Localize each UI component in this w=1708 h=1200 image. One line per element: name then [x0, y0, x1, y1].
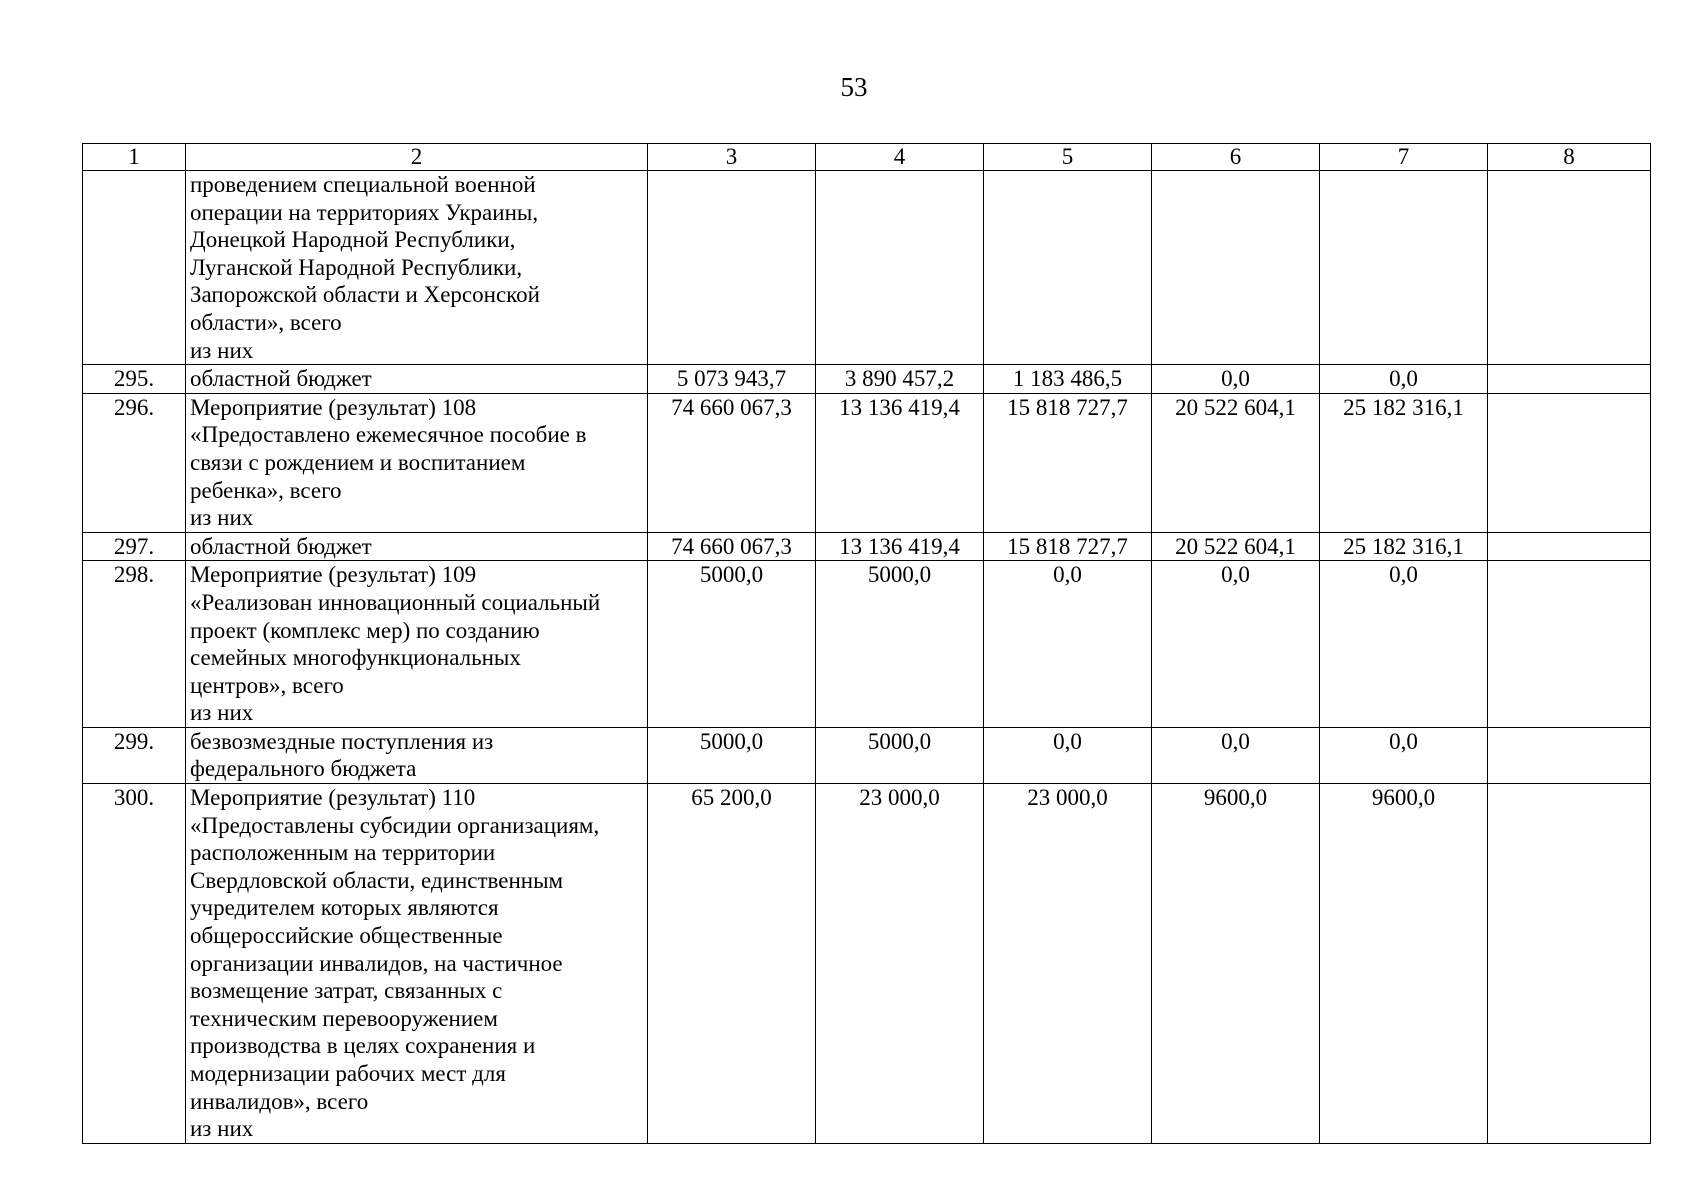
table-row [83, 171, 1651, 365]
value-cell-col-6: 0,0 [1152, 727, 1320, 783]
description-line: техническим перевооружением [190, 1005, 498, 1031]
description-line: «Предоставлено ежемесячное пособие в [190, 422, 587, 448]
column-header: 4 [816, 144, 984, 171]
description-line: возмещение затрат, связанных с [190, 978, 503, 1004]
value-cell-col-6: 20 522 604,1 [1152, 532, 1320, 561]
value-cell-col-7: 0,0 [1320, 561, 1488, 728]
description-line: областной бюджет [190, 533, 372, 559]
row-description [186, 393, 648, 532]
value-cell-col-8 [1488, 532, 1651, 561]
value-cell-col-3: 74 660 067,3 [648, 393, 816, 532]
description-line: проект (комплекс мер) по созданию [190, 617, 540, 643]
value-cell-col-5: 23 000,0 [984, 784, 1152, 1144]
row-description [186, 727, 648, 783]
value-cell-col-4: 5000,0 [816, 727, 984, 783]
value-cell-col-8 [1488, 561, 1651, 728]
description-line: ребенка», всего [190, 477, 342, 503]
description-line: производства в целях сохранения и [190, 1033, 536, 1059]
description-line: операции на территориях Украины, [190, 199, 539, 225]
value-cell-col-8 [1488, 784, 1651, 1144]
value-cell-col-4: 5000,0 [816, 561, 984, 728]
value-cell-col-7: 25 182 316,1 [1320, 532, 1488, 561]
description-line: связи с рождением и воспитанием [190, 449, 526, 475]
value-cell-col-3: 5000,0 [648, 727, 816, 783]
value-cell-col-5: 1 183 486,5 [984, 365, 1152, 394]
column-header: 6 [1152, 144, 1320, 171]
value-cell-col-4: 13 136 419,4 [816, 393, 984, 532]
row-description [186, 561, 648, 728]
description-line: из них [190, 1116, 254, 1142]
value-cell-col-4 [816, 171, 984, 365]
value-cell-col-5: 15 818 727,7 [984, 532, 1152, 561]
value-cell-col-7: 9600,0 [1320, 784, 1488, 1144]
description-line: проведением специальной военной [190, 172, 536, 197]
value-cell-col-7: 0,0 [1320, 727, 1488, 783]
value-cell-col-3: 65 200,0 [648, 784, 816, 1144]
column-header: 1 [83, 144, 186, 171]
row-number: 298. [83, 561, 186, 728]
column-header: 2 [186, 144, 648, 171]
value-cell-col-6: 0,0 [1152, 561, 1320, 728]
row-number: 297. [83, 532, 186, 561]
value-cell-col-7: 25 182 316,1 [1320, 393, 1488, 532]
description-line: семейных многофункциональных [190, 645, 521, 671]
value-cell-col-5: 0,0 [984, 727, 1152, 783]
value-cell-col-7 [1320, 171, 1488, 365]
description-line: «Реализован инновационный социальный [190, 589, 601, 615]
row-description [186, 532, 648, 561]
value-cell-col-4: 23 000,0 [816, 784, 984, 1144]
value-cell-col-8 [1488, 393, 1651, 532]
value-cell-col-5: 15 818 727,7 [984, 393, 1152, 532]
row-description [186, 171, 648, 365]
value-cell-col-8 [1488, 365, 1651, 394]
description-line: Мероприятие (результат) 110 [190, 785, 476, 811]
budget-table [82, 143, 1651, 1144]
description-line: области», всего [190, 309, 342, 335]
value-cell-col-3 [648, 171, 816, 365]
value-cell-col-3: 5 073 943,7 [648, 365, 816, 394]
description-line: федерального бюджета [190, 756, 417, 782]
value-cell-col-8 [1488, 727, 1651, 783]
row-number: 300. [83, 784, 186, 1144]
value-cell-col-4: 13 136 419,4 [816, 532, 984, 561]
value-cell-col-6: 9600,0 [1152, 784, 1320, 1144]
description-line: центров», всего [190, 672, 344, 698]
row-number: 295. [83, 365, 186, 394]
table-row [83, 784, 1651, 1144]
value-cell-col-4: 3 890 457,2 [816, 365, 984, 394]
value-cell-col-3: 5000,0 [648, 561, 816, 728]
description-line: Мероприятие (результат) 108 [190, 394, 477, 420]
table-row [83, 561, 1651, 728]
row-description [186, 784, 648, 1144]
description-line: Мероприятие (результат) 109 [190, 562, 477, 588]
description-line: из них [190, 505, 254, 531]
row-number: 296. [83, 393, 186, 532]
description-line: расположенным на территории [190, 840, 496, 866]
row-number [83, 171, 186, 365]
row-number: 299. [83, 727, 186, 783]
description-line: областной бюджет [190, 366, 372, 392]
description-line: общероссийские общественные [190, 923, 503, 949]
value-cell-col-5 [984, 171, 1152, 365]
description-line: из них [190, 700, 254, 726]
description-line: Донецкой Народной Республики, [190, 227, 516, 253]
page-number: 53 [840, 72, 868, 102]
description-line: из них [190, 337, 254, 363]
value-cell-col-7: 0,0 [1320, 365, 1488, 394]
description-line: Запорожской области и Херсонской [190, 282, 540, 308]
value-cell-col-6 [1152, 171, 1320, 365]
description-line: безвозмездные поступления из [190, 728, 494, 754]
table-row [83, 727, 1651, 783]
column-header: 5 [984, 144, 1152, 171]
description-line: Луганской Народной Республики, [190, 254, 523, 280]
table-header-row [83, 144, 1651, 171]
value-cell-col-6: 20 522 604,1 [1152, 393, 1320, 532]
description-line: модернизации рабочих мест для [190, 1061, 506, 1086]
value-cell-col-8 [1488, 171, 1651, 365]
value-cell-col-3: 74 660 067,3 [648, 532, 816, 561]
column-header: 8 [1488, 144, 1651, 171]
table-row [83, 393, 1651, 532]
table-row [83, 365, 1651, 394]
value-cell-col-5: 0,0 [984, 561, 1152, 728]
column-header: 7 [1320, 144, 1488, 171]
description-line: Свердловской области, единственным [190, 867, 564, 893]
row-description [186, 365, 648, 394]
description-line: «Предоставлены субсидии организациям, [190, 812, 600, 838]
description-line: инвалидов», всего [190, 1088, 369, 1114]
table-row [83, 532, 1651, 561]
description-line: организации инвалидов, на частичное [190, 950, 563, 976]
description-line: учредителем которых являются [190, 895, 499, 921]
column-header: 3 [648, 144, 816, 171]
value-cell-col-6: 0,0 [1152, 365, 1320, 394]
